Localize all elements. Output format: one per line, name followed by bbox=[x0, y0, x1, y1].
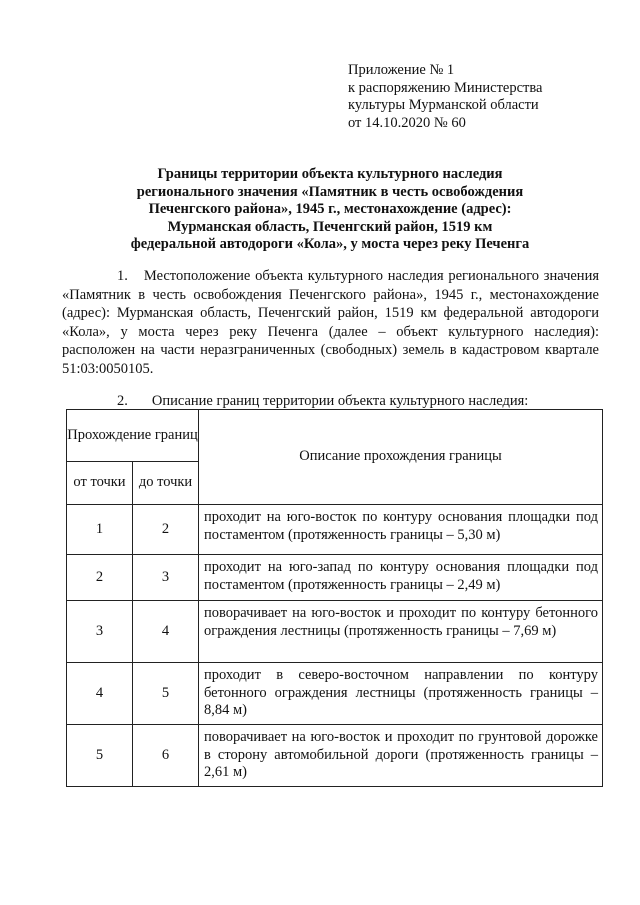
cell-description: проходит в северо-восточном направлении по контуру бетонного ограждения лестницы (протяженность границы – 8,84 м) bbox=[199, 663, 603, 725]
appendix-header bbox=[348, 62, 542, 132]
appendix-line: культуры Мурманской области bbox=[348, 97, 539, 113]
cell-from: 2 bbox=[67, 555, 133, 601]
section-1 bbox=[62, 267, 599, 378]
section-text: Местоположение объекта культурного наследия регионального значения «Памятник в честь освобождения Печенгского района», 1945 г., местонахождение (адрес): Мурманская область, Печенгский район, 1519 км федеральной автодороги «Кола», у моста через реку Печенга (далее – объект культурного наследия): расположен на части неразграниченных (свободных) земель в кадастровом квартале 51:03:0050105. bbox=[62, 268, 599, 377]
cell-description: поворачивает на юго-восток и проходит по грунтовой дорожке в сторону автомобильной дороги (протяженность границы – 2,61 м) bbox=[199, 725, 603, 787]
header-description: Описание прохождения границы bbox=[199, 410, 603, 505]
appendix-line: Приложение № 1 bbox=[348, 62, 455, 78]
header-from-point: от точки bbox=[67, 462, 133, 505]
table-row bbox=[67, 555, 603, 601]
section-2 bbox=[117, 392, 528, 410]
cell-to: 2 bbox=[133, 505, 199, 555]
appendix-line: к распоряжению Министерства bbox=[348, 79, 543, 96]
cell-description: поворачивает на юго-восток и проходит по контуру бетонного ограждения лестницы (протяженность границы – 7,69 м) bbox=[199, 601, 603, 663]
boundary-table bbox=[66, 409, 603, 787]
section-number: 1. bbox=[117, 268, 128, 284]
title-line: регионального значения «Памятник в честь освобождения bbox=[136, 183, 524, 200]
title-line: Мурманская область, Печенгский район, 1519 км bbox=[167, 218, 493, 235]
section-number: 2. bbox=[117, 393, 128, 409]
cell-from: 4 bbox=[67, 663, 133, 725]
title-line: федеральной автодороги «Кола», у моста через реку Печенга bbox=[130, 236, 530, 252]
cell-from: 5 bbox=[67, 725, 133, 787]
cell-description: проходит на юго-запад по контуру основания площадки под постаментом (протяженность границы – 2,49 м) bbox=[199, 555, 603, 601]
table-header-row bbox=[67, 410, 603, 462]
title-line: Печенгского района», 1945 г., местонахождение (адрес): bbox=[148, 201, 512, 217]
cell-description: проходит на юго-восток по контуру основания площадки под постаментом (протяженность границы – 5,30 м) bbox=[199, 505, 603, 555]
table-row bbox=[67, 663, 603, 725]
cell-to: 5 bbox=[133, 663, 199, 725]
document-title bbox=[60, 166, 600, 254]
header-to-point: до точки bbox=[133, 462, 199, 505]
cell-from: 3 bbox=[67, 601, 133, 663]
title-line: Границы территории объекта культурного наследия bbox=[157, 166, 503, 182]
section-text: Описание границ территории объекта культурного наследия: bbox=[151, 393, 529, 409]
table-row bbox=[67, 505, 603, 555]
appendix-line: от 14.10.2020 № 60 bbox=[348, 114, 466, 131]
cell-to: 4 bbox=[133, 601, 199, 663]
table-row bbox=[67, 601, 603, 663]
cell-from: 1 bbox=[67, 505, 133, 555]
header-passage: Прохождение границ bbox=[67, 410, 199, 462]
cell-to: 3 bbox=[133, 555, 199, 601]
table-row bbox=[67, 725, 603, 787]
cell-to: 6 bbox=[133, 725, 199, 787]
